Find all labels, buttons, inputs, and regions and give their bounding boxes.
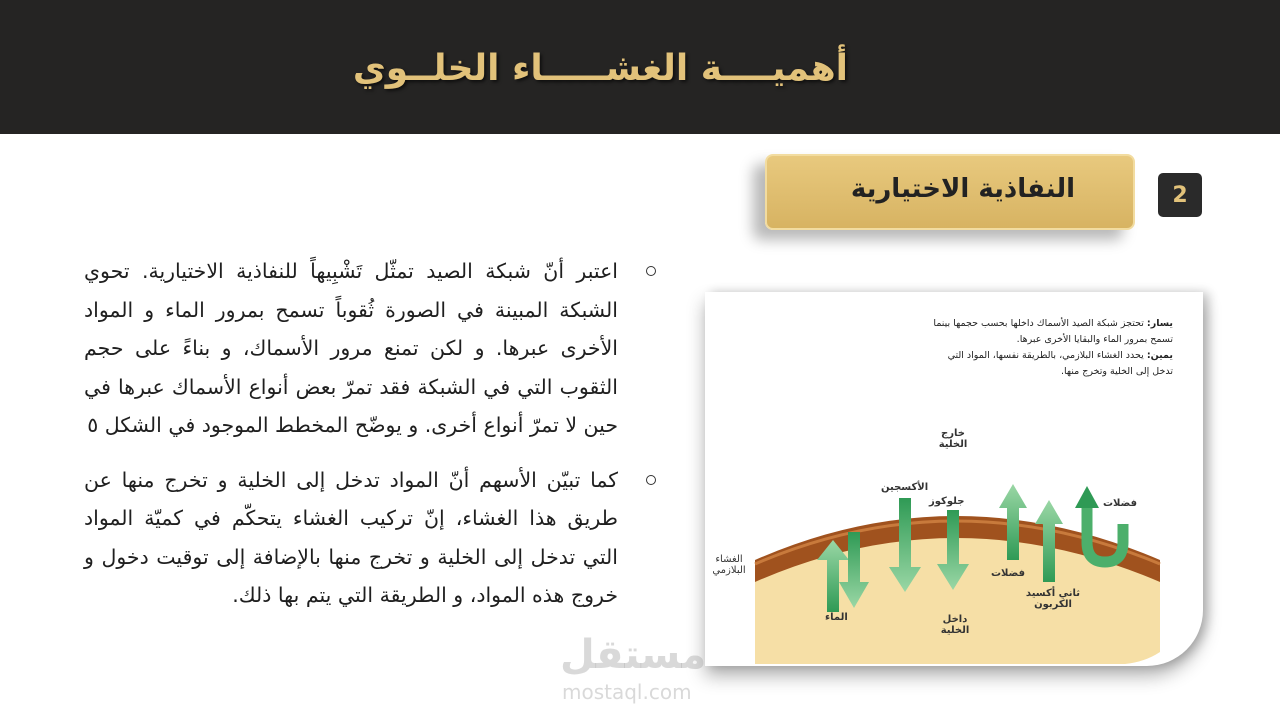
membrane-diagram	[705, 292, 1203, 666]
watermark-logo: مستقل	[560, 632, 707, 678]
label-waste-bottom: فضلات	[991, 568, 1026, 579]
label-plasma-membrane: الغشاء البلازمي	[712, 554, 746, 576]
label-water: الماء	[825, 612, 848, 623]
title-bar	[0, 0, 1280, 134]
watermark-url: mostaql.com	[562, 680, 692, 704]
bullet-text: اعتبر أنّ شبكة الصيد تمثّل تَشْبِيهاً للنفاذية الاختيارية. تحوي الشبكة المبينة في الصورة ثُقوباً تسمح بمرور الماء و المواد الأخرى عبرها. و لكن تمنع مرور الأسماك، و بناءً على حجم الثقوب التي في الشبكة فقد تمرّ بعض أنواع الأسماك عبرها في حين لا تمرّ أنواع أخرى. و يوضّح المخطط الموجود في الشكل ٥	[84, 259, 618, 437]
label-inside-cell: داخل الخلية	[940, 614, 970, 636]
section-label	[765, 154, 1135, 230]
label-outside-cell: خارج الخلية	[938, 428, 968, 450]
bullet-circle-icon	[646, 266, 656, 276]
bullet-item	[84, 461, 674, 615]
caption-right-text: يحدد الغشاء البلازمي، بالطريقة نفسها، المواد التي تدخل إلى الخلية وتخرج منها.	[947, 350, 1173, 377]
bullet-text: كما تبيّن الأسهم أنّ المواد تدخل إلى الخلية و تخرج منها عن طريق هذا الغشاء، إنّ تركيب الغشاء يتحكّم في كميّة المواد التي تدخل إلى الخلية و تخرج منها بالإضافة إلى توقيت دخول و خروج هذه المواد، و الطريقة التي يتم بها ذلك.	[84, 467, 618, 607]
bullet-circle-icon	[646, 475, 656, 485]
bullet-list	[84, 252, 674, 631]
caption-right-label: يمين:	[1146, 350, 1173, 361]
section-label-text: النفاذية الاختيارية	[850, 174, 1075, 204]
label-oxygen: الأكسجين	[881, 482, 929, 493]
label-glucose: جلوكوز	[929, 496, 965, 507]
label-co2: ثاني أكسيد الكربون	[1025, 588, 1081, 610]
caption-left-text: تحتجز شبكة الصيد الأسماك داخلها بحسب حجمها بينما تسمح بمرور الماء والبقايا الأخرى عبرها.	[933, 318, 1173, 345]
bullet-item	[84, 252, 674, 445]
page-title: أهميــــة الغشـــــاء الخلــوي	[352, 48, 848, 89]
membrane-figure	[705, 292, 1203, 666]
label-waste-top: فضلات	[1103, 498, 1138, 509]
section-number: 2	[1158, 173, 1202, 217]
caption-left-label: يسار:	[1146, 318, 1173, 329]
